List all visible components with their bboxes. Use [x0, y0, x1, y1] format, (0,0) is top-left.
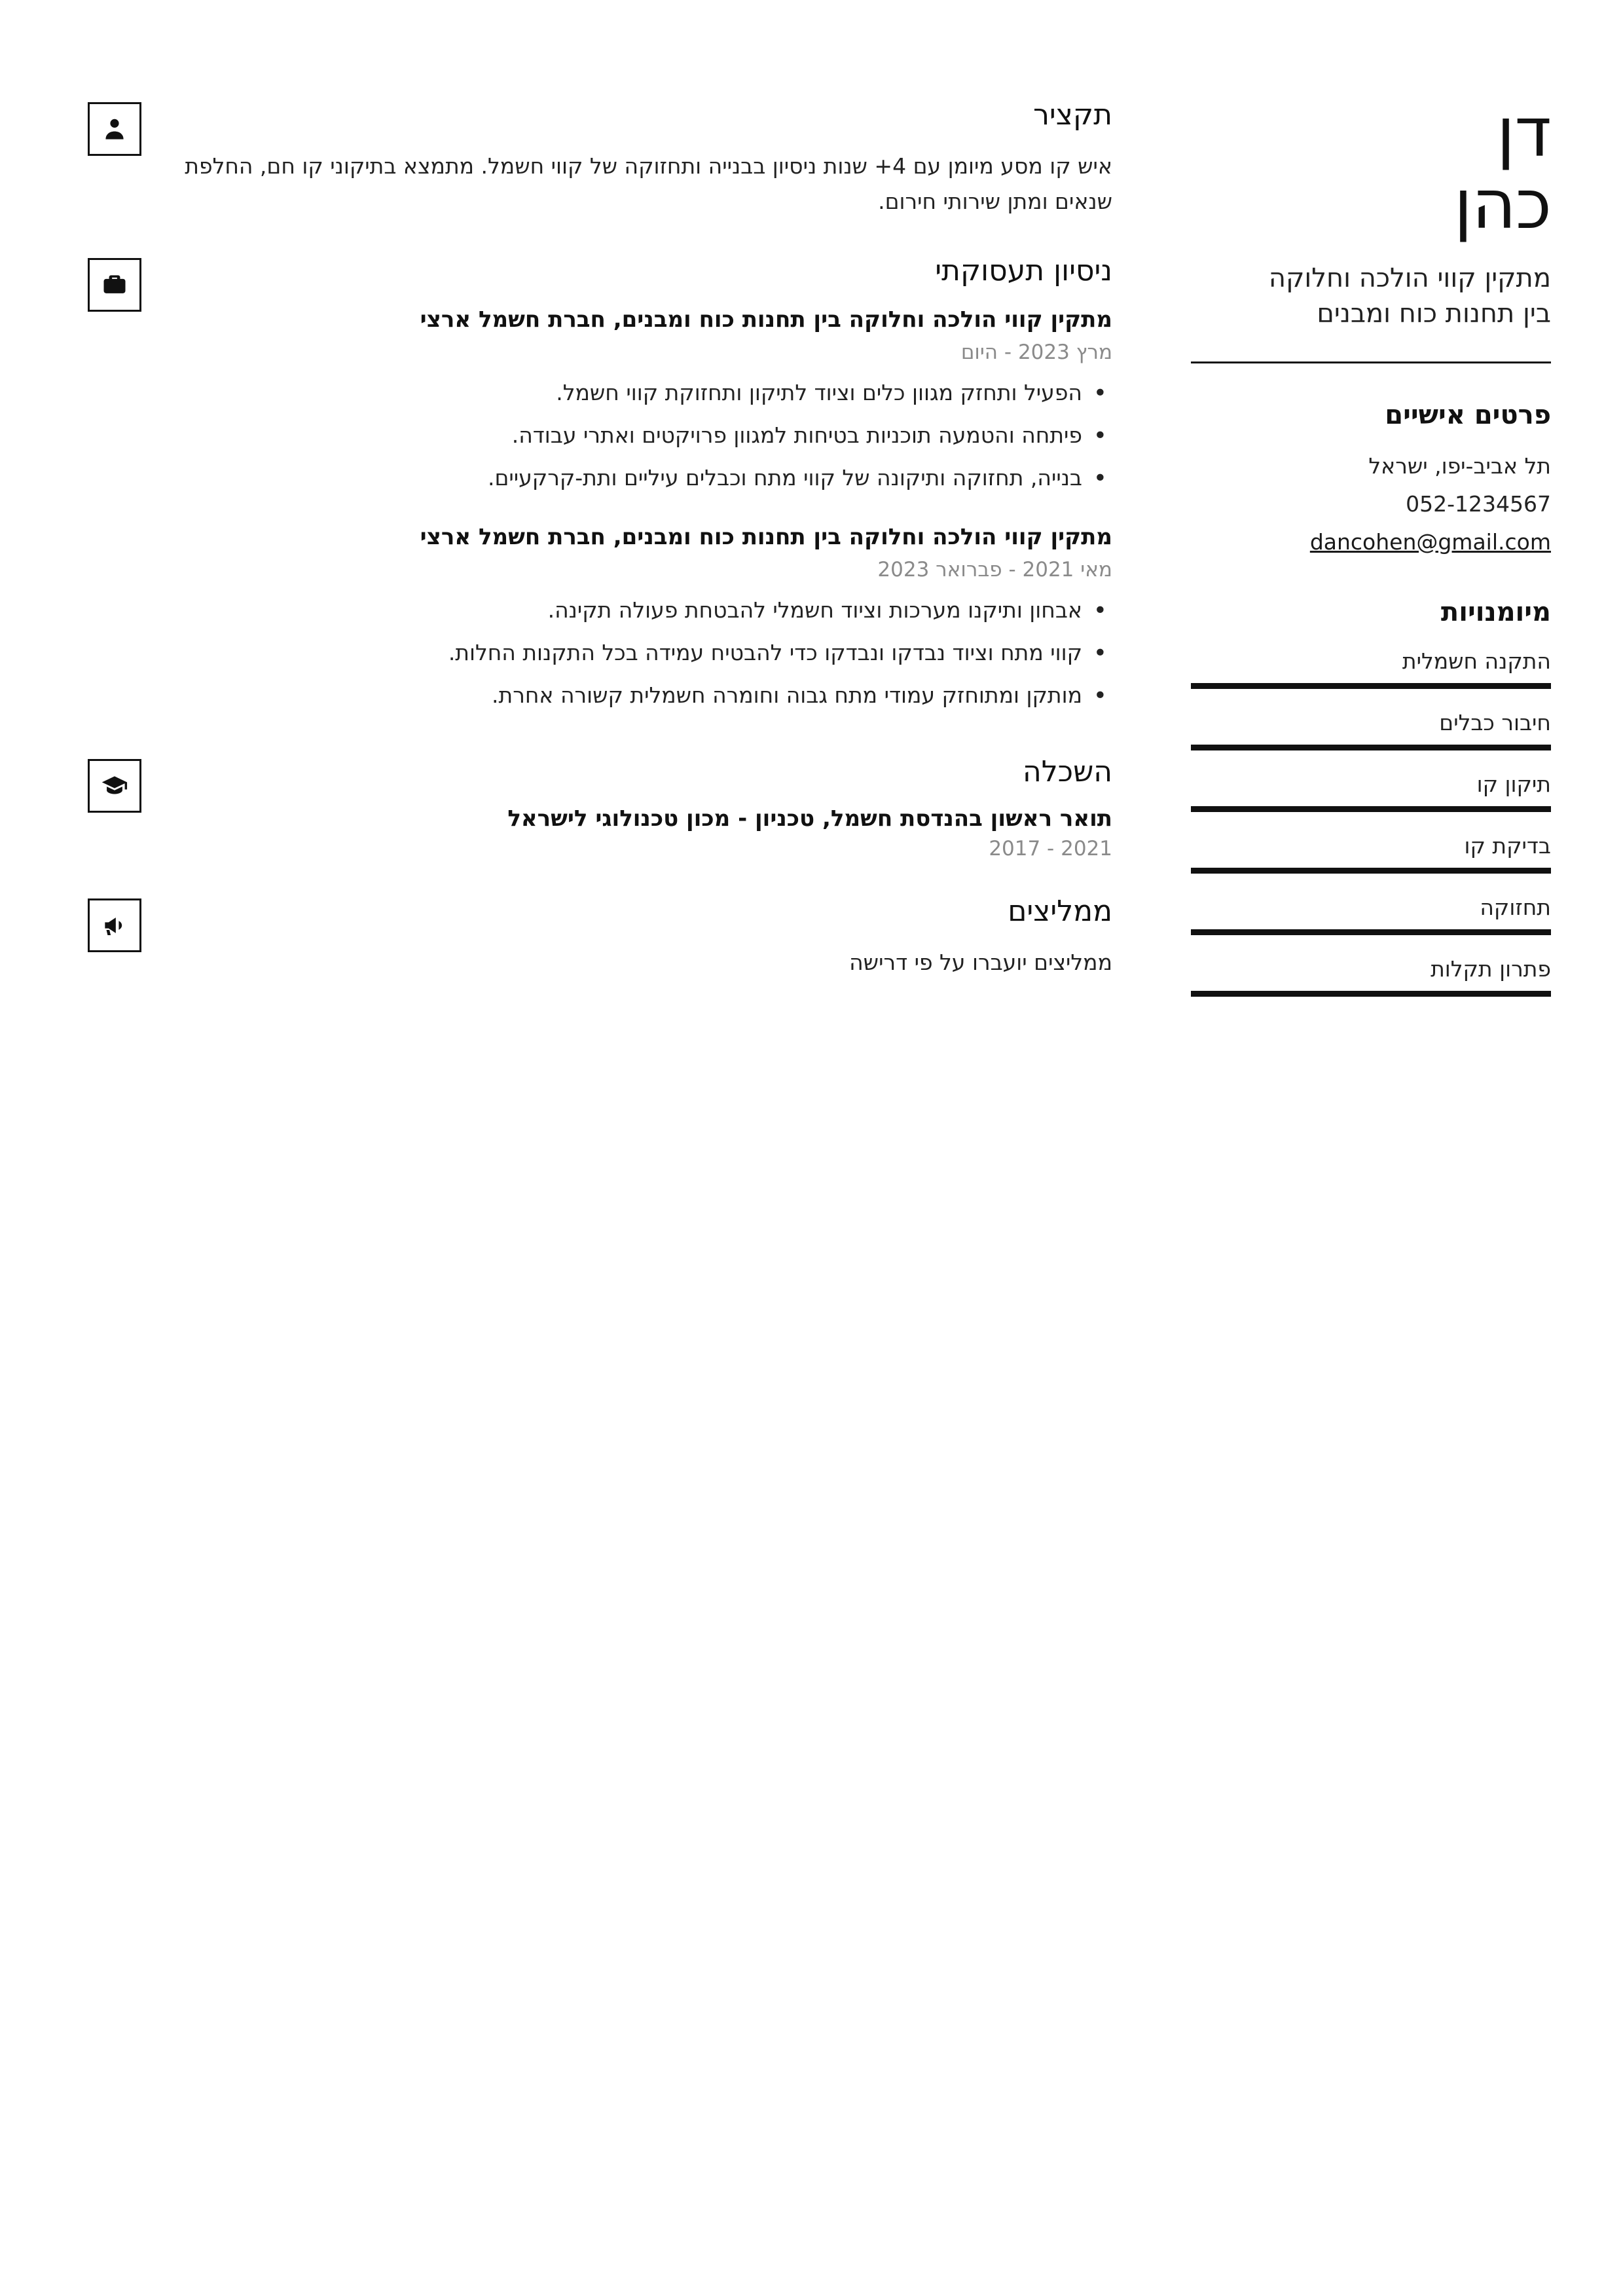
- education-body: [151, 755, 1112, 861]
- contact-location: תל אביב-יפו, ישראל: [1368, 453, 1551, 479]
- job-bullet: • אבחון ותיקנו מערכות וציוד חשמלי להבטחת פעולה תקינה.: [151, 593, 1112, 628]
- headline-line-1: מתקין קווי הולכה וחלוקה: [1268, 263, 1551, 293]
- job-dates: מרץ 2023 - היום: [960, 341, 1112, 365]
- megaphone-icon: [88, 898, 141, 952]
- job-bullet: • פיתחה והטמעה תוכניות בטיחות למגוון פרויקטים ואתרי עבודה.: [151, 418, 1112, 453]
- contact-email[interactable]: dancohen@gmail.com: [1309, 528, 1551, 555]
- job-bullets: [151, 376, 1112, 495]
- job-bullet: • מותקן ומתוחזק עמודי מתח גבוה וחומרה חשמלית קשורה אחרת.: [151, 678, 1112, 713]
- skill-item: תיקון קו: [1191, 768, 1551, 812]
- skill-item: פתרון תקלות: [1191, 952, 1551, 997]
- education-dates: 2017 - 2021: [989, 836, 1112, 861]
- personal-details-title: פרטים אישיים: [1385, 400, 1551, 430]
- summary-title: תקציר: [1033, 98, 1112, 132]
- section-education: [79, 755, 1112, 861]
- education-icon-wrap: [79, 755, 151, 813]
- job-dates: מאי 2021 - פברואר 2023: [877, 558, 1112, 582]
- person-icon: [88, 102, 141, 156]
- name-last: כהן: [1453, 164, 1551, 244]
- job-bullet: • קווי מתח וציוד נבדקו ונבדקו כדי להבטיח עמידה בכל התקנות החלות.: [151, 636, 1112, 671]
- job-entry: [151, 522, 1112, 713]
- summary-text: איש קו מסע מיומן עם 4+ שנות ניסיון בבנייה ותחזוקה של קווי חשמל. מתמצא בתיקוני קו חם, החלפת שנאים ומתן שירותי חירום.: [185, 153, 1112, 215]
- job-title: מתקין קווי הולכה וחלוקה בין תחנות כוח ומבנים, חברת חשמל ארצי: [420, 306, 1112, 333]
- education-degree: תואר ראשון בהנדסת חשמל, טכניון - מכון טכנולוגי לישראל: [507, 805, 1112, 832]
- name-first: דן: [1496, 92, 1551, 172]
- section-summary: [79, 98, 1112, 220]
- candidate-name: [1191, 92, 1551, 244]
- references-title: ממליצים: [1008, 894, 1112, 928]
- briefcase-icon: [88, 258, 141, 312]
- job-bullets: [151, 593, 1112, 713]
- professional-headline: [1191, 261, 1551, 331]
- job-bullet: • בנייה, תחזוקה ותיקונה של קווי מתח וכבלים עיליים ותת-קרקעיים.: [151, 461, 1112, 496]
- skills-list: [1191, 644, 1551, 997]
- headline-line-2: בין תחנות כוח ומבנים: [1317, 299, 1551, 329]
- main-content: [0, 0, 1152, 1014]
- skills-title: מיומנויות: [1440, 597, 1551, 628]
- sidebar: [1152, 0, 1623, 1014]
- job-title: מתקין קווי הולכה וחלוקה בין תחנות כוח ומבנים, חברת חשמל ארצי: [420, 523, 1112, 550]
- job-entry: [151, 305, 1112, 496]
- summary-body: [151, 98, 1112, 220]
- section-experience: [79, 254, 1112, 721]
- experience-title: ניסיון תעסוקתי: [935, 253, 1112, 287]
- references-body: [151, 895, 1112, 980]
- experience-body: [151, 254, 1112, 721]
- skill-item: חיבור כבלים: [1191, 706, 1551, 750]
- summary-icon-wrap: [79, 98, 151, 156]
- job-bullet: • הפעיל ותחזק מגוון כלים וציוד לתיקון ותחזוקת קווי חשמל.: [151, 376, 1112, 411]
- resume-container: [0, 0, 1623, 1014]
- skill-item: התקנה חשמלית: [1191, 644, 1551, 689]
- references-icon-wrap: [79, 895, 151, 952]
- skill-item: בדיקת קו: [1191, 829, 1551, 874]
- education-title: השכלה: [1023, 754, 1112, 788]
- references-text: ממליצים יועברו על פי דרישה: [849, 949, 1112, 975]
- experience-icon-wrap: [79, 254, 151, 312]
- header-divider: [1191, 361, 1551, 363]
- section-references: [79, 895, 1112, 980]
- graduation-cap-icon: [88, 759, 141, 813]
- skill-item: תחזוקה: [1191, 891, 1551, 935]
- contact-phone[interactable]: 052-1234567: [1406, 491, 1551, 517]
